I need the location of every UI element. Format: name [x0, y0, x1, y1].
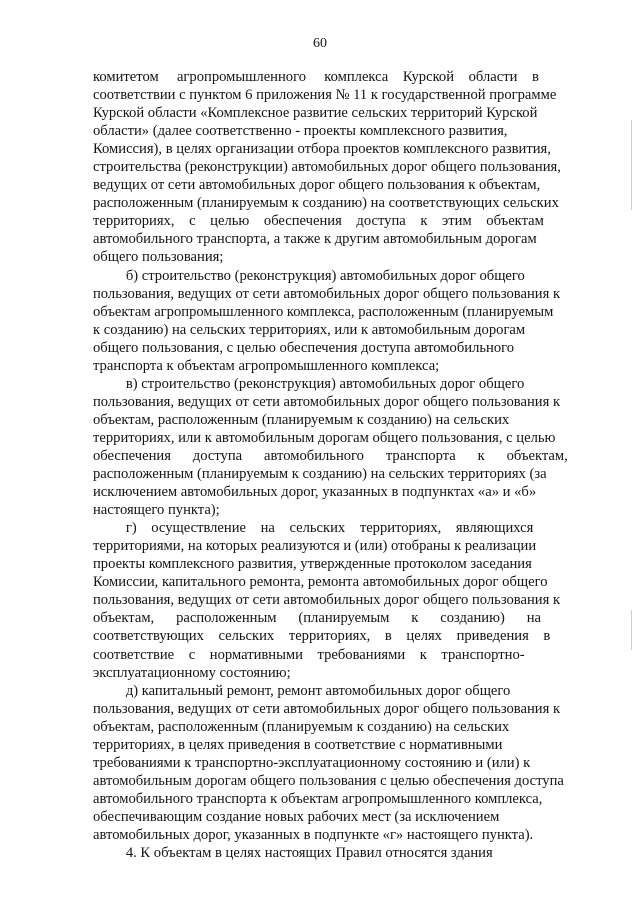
body-text: комитетом агропромышленного комплекса Курской области в соответствии с пунктом 6 приложения № 11 к государственной программе Курской области «Комплексное развитие сельских территорий Курской области» (далее соответственно - проекты комплексного развития, Комиссия), в целях организации отбора проектов комплексного развития, строительства (реконструкции) автомобильных дорог общего пользования, ведущих от сети автомобильных дорог общего пользования к объектам, расположенным (планируемым к созданию) на соответствующих сельских территориях, с целью обеспечения доступа к этим объектам автомобильного транспорта, а также к другим автомобильным дорогам общего пользования; б) строительство (реконструкция) автомобильных дорог общего пользования, ведущих от сети автомобильных дорог общего пользования к объектам агропромышленного комплекса, расположенным (планируемым к созданию) на сельских территориях, или к автомобильным дорогам общего пользования, с целью обеспечения доступа автомобильного транспорта к объектам агропромышленного комплекса; в) строительство (реконструкция) автомобильных дорог общего пользования, ведущих от сети автомобильных дорог общего пользования к объектам, расположенным (планируемым к созданию) на сельских территориях, или к автомобильным дорогам общего пользования, с целью обеспечения доступа автомобильного транспорта к объектам, расположенным (планируемым к созданию) на сельских территориях (за исключением автомобильных дорог, указанных в подпунктах «а» и «б» настоящего пункта); г) осуществление на сельских территориях, являющихся территориями, на которых реализуются и (или) отобраны к реализации проекты комплексного развития, утвержденные протоколом заседания Комиссии, капитального ремонта, ремонта автомобильных дорог общего пользования, ведущих от сети автомобильных дорог общего пользования к объектам, расположенным (планируемым к созданию) на соответствующих сельских территориях, в целях приведения в соответствие с нормативными требованиями к транспортно- эксплуатационному состоянию; д) капитальный ремонт, ремонт автомобильных дорог общего пользования, ведущих от сети автомобильных дорог общего пользования к объектам, расположенным (планируемым к созданию) на сельских территориях, в целях приведения в соответствие с нормативными требованиями к транспортно-эксплуатационному состоянию и (или) к автомобильным дорогам общего пользования с целью обеспечения доступа автомобильного транспорта к объектам агропромышленного комплекса, обеспечивающим создание новых рабочих мест (за исключением автомобильных дорог, указанных в подпункте «г» настоящего пункта). 4. К объектам в целях настоящих Правил относятся здания — [93, 69, 568, 862]
scan-edge-mark — [631, 610, 632, 650]
page-number: 60 — [313, 36, 327, 51]
scan-edge-mark — [631, 120, 632, 210]
